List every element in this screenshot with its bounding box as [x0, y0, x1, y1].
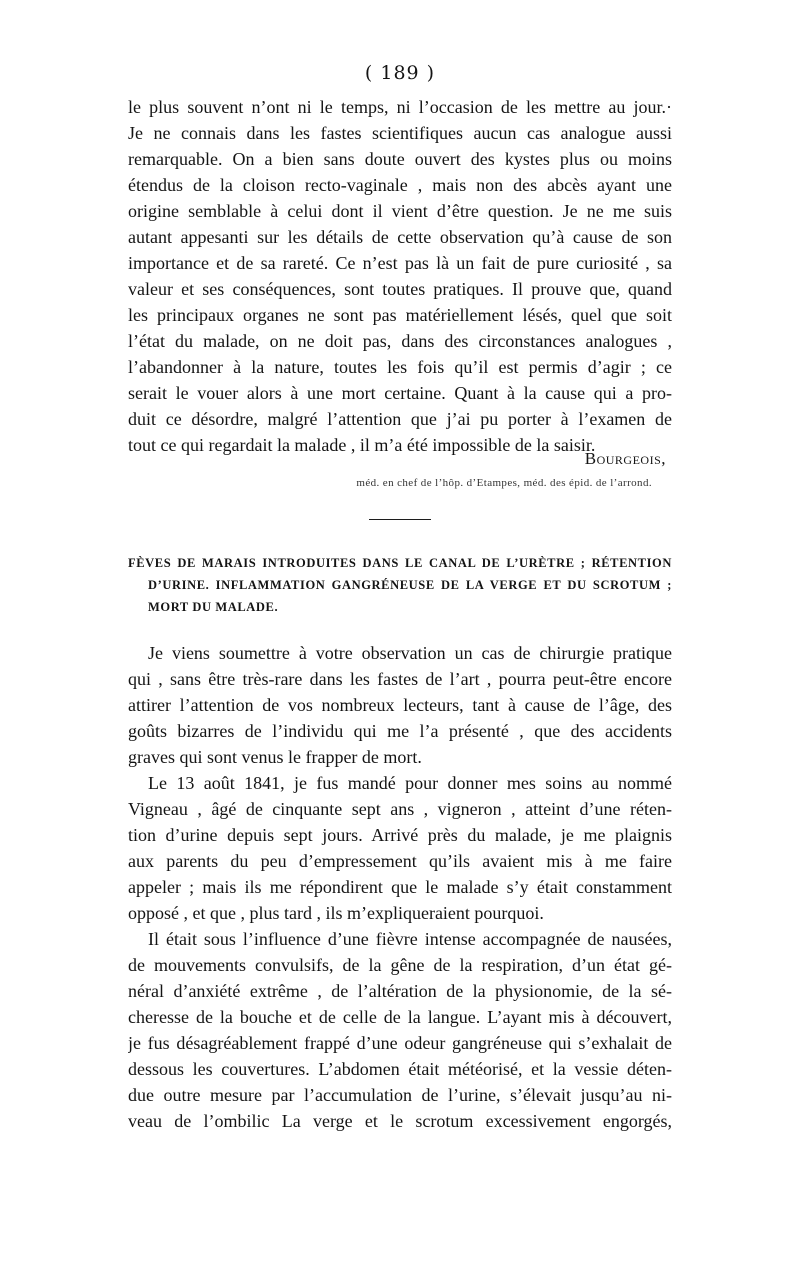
text-line: due outre mesure par l’accumulation de l’urine, s’élevait jusqu’au ni-	[128, 1085, 672, 1105]
text-line: l’état du malade, on ne doit pas, dans des circonstances analogues ,	[128, 331, 672, 351]
text-line: dessous les couvertures. L’abdomen était météorisé, et la vessie déten-	[128, 1059, 672, 1079]
heading-line: MORT DU MALADE.	[148, 600, 279, 614]
text-line: je fus désagréablement frappé d’une odeur gangréneuse qui s’exhalait de	[128, 1033, 672, 1053]
text-line: attirer l’attention de vos nombreux lecteurs, tant à cause de l’âge, des	[128, 695, 672, 715]
text-line: Vigneau , âgé de cinquante sept ans , vigneron , atteint d’une réten-	[128, 799, 672, 819]
text-line: Le 13 août 1841, je fus mandé pour donner mes soins au nommé	[148, 773, 672, 793]
text-line: de mouvements convulsifs, de la gêne de la respiration, d’un état gé-	[128, 955, 672, 975]
text-line: aux parents du peu d’empressement qu’ils avaient mis à me faire	[128, 851, 672, 871]
text-line: cheresse de la bouche et de celle de la langue. L’ayant mis à découvert,	[128, 1007, 672, 1027]
text-line: importance et de sa rareté. Ce n’est pas là un fait de pure curiosité , sa	[128, 253, 672, 273]
text-line: goûts bizarres de l’individu qui me l’a présenté , que des accidents	[128, 721, 672, 741]
heading-line: D’URINE. INFLAMMATION GANGRÉNEUSE DE LA VERGE ET DU SCROTUM ;	[148, 578, 672, 592]
author-signature: Bourgeois,	[584, 449, 666, 468]
text-line: Je viens soumettre à votre observation un cas de chirurgie pratique	[148, 643, 672, 663]
text-line: les principaux organes ne sont pas matériellement lésés, quel que soit	[128, 305, 672, 325]
text-line: tout ce qui regardait la malade , il m’a été impossible de la saisir.	[128, 435, 596, 455]
text-line: serait le vouer alors à une mort certaine. Quant à la cause qui a pro-	[128, 383, 672, 403]
text-line: opposé , et que , plus tard , ils m’expliqueraient pourquoi.	[128, 903, 544, 923]
text-line: tion d’urine depuis sept jours. Arrivé près du malade, je me plaignis	[128, 825, 672, 845]
text-line: l’abandonner à la nature, toutes les fois qu’il est permis d’agir ; ce	[128, 357, 672, 377]
paragraph-3	[128, 770, 672, 926]
text-line: valeur et ses conséquences, sont toutes pratiques. Il prouve que, quand	[128, 279, 672, 299]
text-line: origine semblable à celui dont il vient d’être question. Je ne me suis	[128, 201, 672, 221]
paragraph-2	[128, 640, 672, 770]
article-heading	[128, 552, 672, 618]
text-line: Je ne connais dans les fastes scientifiques aucun cas analogue aussi	[128, 123, 672, 143]
paragraph-4	[128, 926, 672, 1134]
text-line: qui , sans être très-rare dans les fastes de l’art , pourra peut-être encore	[128, 669, 672, 689]
text-line: duit ce désordre, malgré l’attention que j’ai pu porter à l’examen de	[128, 409, 672, 429]
text-line: étendus de la cloison recto-vaginale , mais non des abcès ayant une	[128, 175, 672, 195]
text-line: le plus souvent n’ont ni le temps, ni l’occasion de les mettre au jour.·	[128, 97, 672, 117]
text-line: graves qui sont venus le frapper de mort.	[128, 747, 422, 767]
section-divider	[369, 519, 431, 520]
paragraph-1	[128, 94, 672, 458]
author-affiliation: méd. en chef de l’hôp. d’Etampes, méd. des épid. de l’arrond.	[356, 477, 652, 489]
heading-line: FÈVES DE MARAIS INTRODUITES DANS LE CANAL DE L’URÈTRE ; RÉTENTION	[128, 556, 672, 570]
text-line: autant appesanti sur les détails de cette observation qu’à cause de son	[128, 227, 672, 247]
text-line: appeler ; mais ils me répondirent que le malade s’y était constamment	[128, 877, 672, 897]
page-number: ( 189 )	[364, 62, 436, 84]
text-line: remarquable. On a bien sans doute ouvert des kystes plus ou moins	[128, 149, 672, 169]
text-line: veau de l’ombilic La verge et le scrotum excessivement engorgés,	[128, 1111, 672, 1131]
text-line: Il était sous l’influence d’une fièvre intense accompagnée de nausées,	[148, 929, 672, 949]
text-line: néral d’anxiété extrême , de l’altération de la physionomie, de la sé-	[128, 981, 672, 1001]
